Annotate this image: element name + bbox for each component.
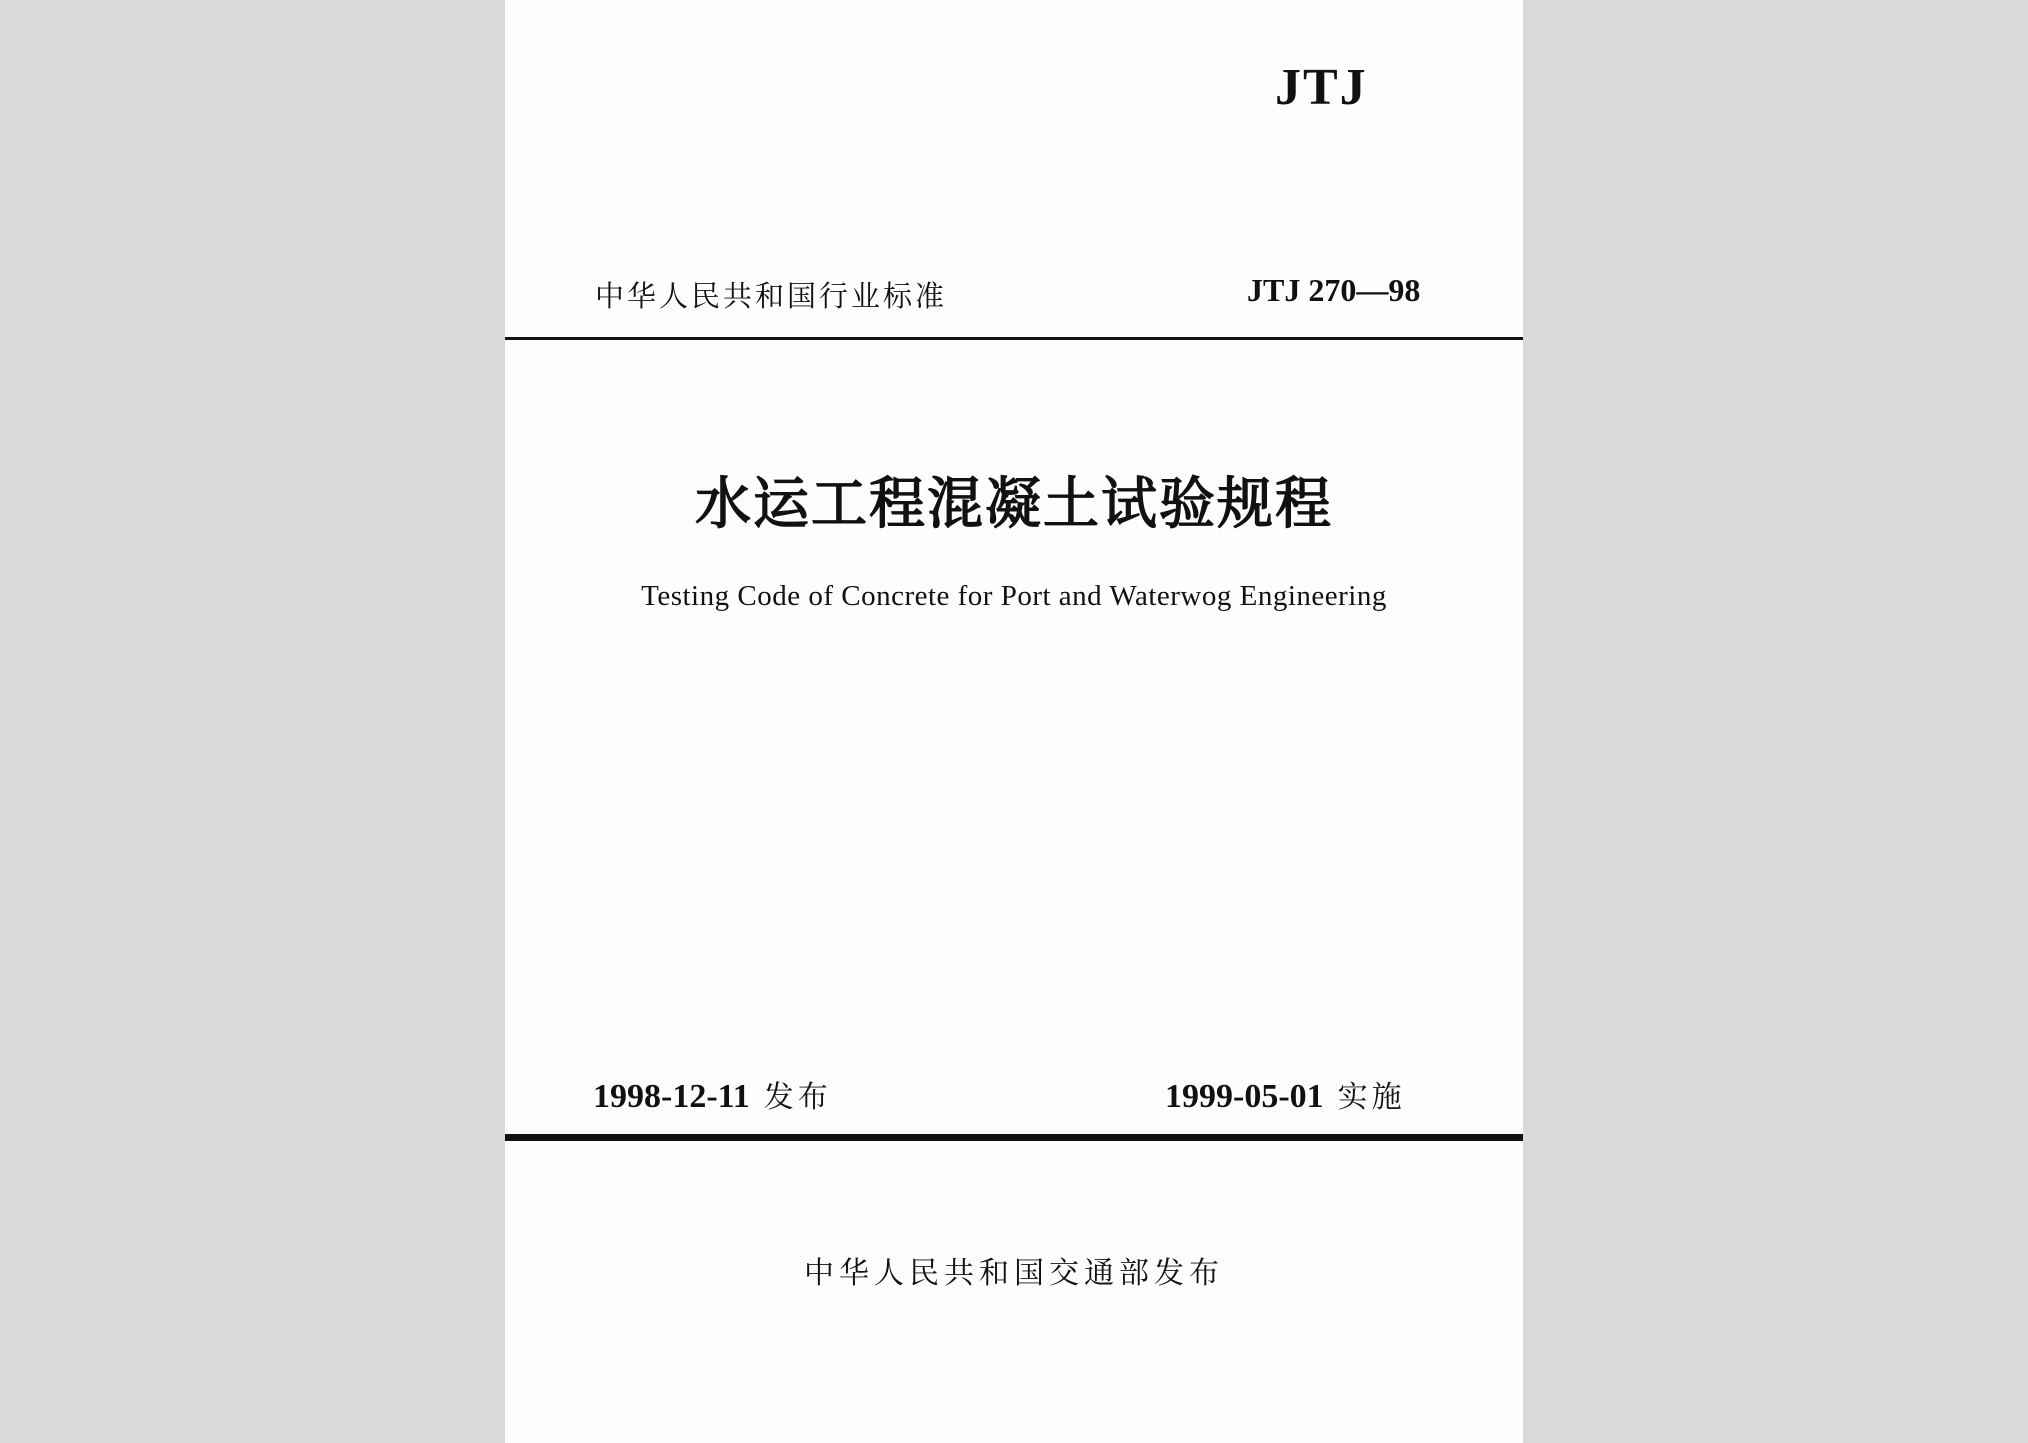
series-mark: JTJ [1275, 59, 1368, 116]
issue-date: 1998-12-11 [593, 1078, 750, 1115]
issue-date-line [593, 1072, 832, 1116]
publisher: 中华人民共和国交通部发布 [804, 1256, 1224, 1291]
bottom-divider [505, 1134, 1523, 1141]
cover-page [505, 0, 1523, 1443]
standard-code: JTJ 270—98 [1247, 272, 1421, 308]
title-english: Testing Code of Concrete for Port and Waterwog Engineering [641, 580, 1387, 612]
standard-type: 中华人民共和国行业标准 [595, 279, 948, 313]
title-chinese: 水运工程混凝土试验规程 [695, 472, 1333, 537]
effective-date-line [1165, 1072, 1406, 1116]
issue-label: 发布 [763, 1080, 832, 1115]
top-divider [505, 337, 1523, 340]
effective-date: 1999-05-01 [1165, 1078, 1324, 1115]
effective-label: 实施 [1337, 1080, 1406, 1115]
